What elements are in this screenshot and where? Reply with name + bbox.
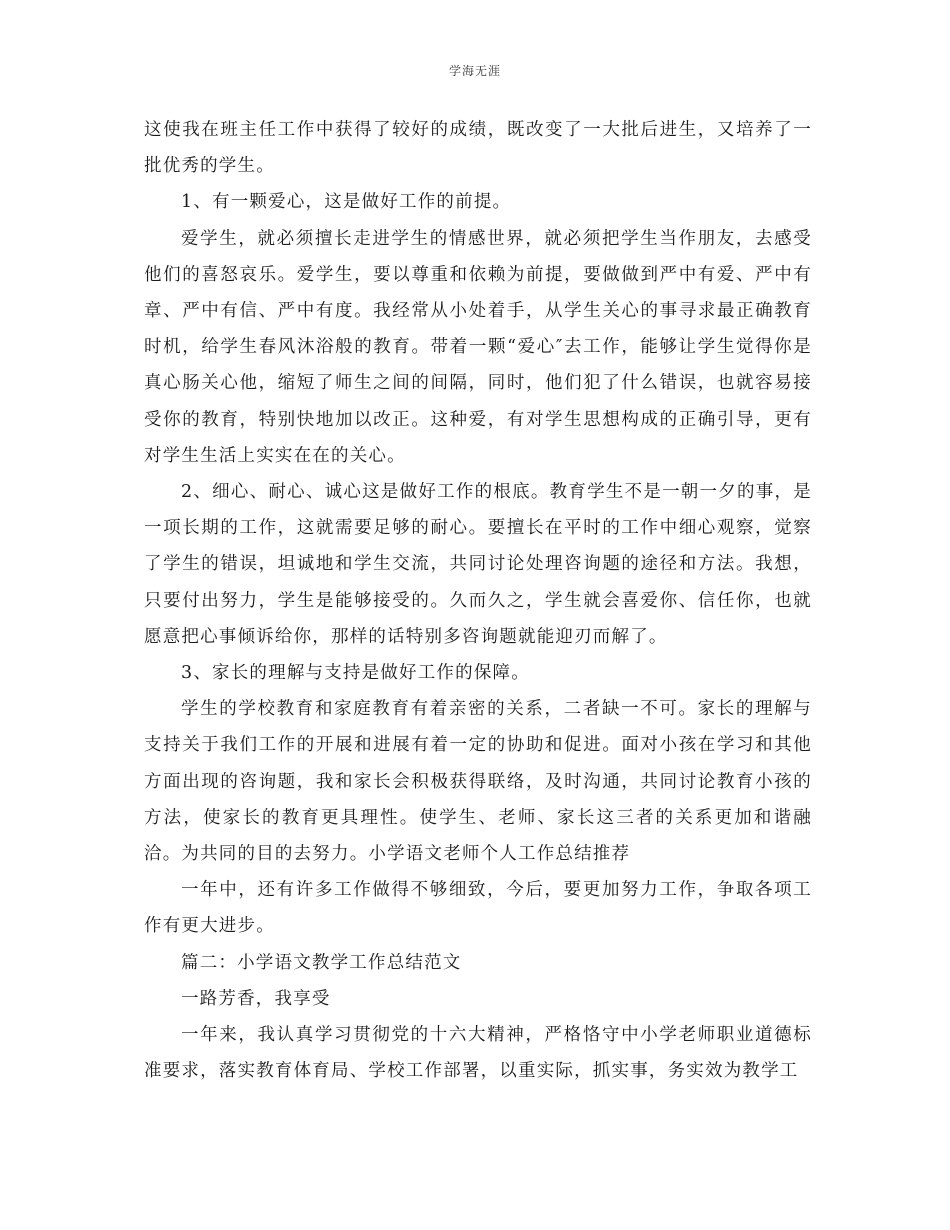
section-title-part-two: 篇二：小学语文教学工作总结范文	[181, 952, 462, 973]
paragraph-point-3-heading: 3、家长的理解与支持是做好工作的保障。	[181, 663, 530, 684]
paragraph-point-1-heading: 1、有一颗爱心，这是做好工作的前提。	[181, 192, 512, 213]
paragraph-parents: 学生的学校教育和家庭教育有着亲密的关系，二者缺一不可。家长的理解与支持关于我们工作的开展和进展有着一定的协助和促进。面对小孩在学习和其他方面出现的咨询题，我和家长会积极获得联络，及时沟通，共同讨论教育小孩的方法，使家长的教育更具理性。使学生、老师、家长这三者的关系更加和谐融洽。为共同的目的去努力。小学语文老师个人工作总结推荐	[144, 699, 812, 865]
section-subtitle: 一路芳香，我享受	[181, 988, 331, 1009]
page-header: 学海无涯	[448, 64, 501, 78]
paragraph-love-students: 爱学生，就必须擅长走进学生的情感世界，就必须把学生当作朋友，去感受他们的喜怒哀乐。爱学生，要以尊重和依赖为前提，要做做到严中有爱、严中有章、严中有信、严中有度。我经常从小处着手，从学生关心的事寻求最正确教育时机，给学生春风沐浴般的教育。带着一颗“爱心″去工作，能够让学生觉得你是真心肠关心他，缩短了师生之间的间隔，同时，他们犯了什么错误，也就容易接受你的教育，特别快地加以改正。这种爱，有对学生思想构成的正确引导，更有对学生生活上实实在在的关心。	[144, 228, 812, 466]
paragraph-point-2: 2、细心、耐心、诚心这是做好工作的根底。教育学生不是一朝一夕的事，是一项长期的工作，这就需要足够的耐心。要擅长在平时的工作中细心观察，觉察了学生的错误，坦诚地和学生交流，共同讨论处理咨询题的途径和方法。我想，只要付出努力，学生是能够接受的。久而久之，学生就会喜爱你、信任你，也就愿意把心事倾诉给你，那样的话特别多咨询题就能迎刃而解了。	[144, 482, 812, 647]
document-body	[144, 112, 812, 1089]
paragraph-year-review: 一年来，我认真学习贯彻党的十六大精神，严格恪守中小学老师职业道德标准要求，落实教育体育局、学校工作部署，以重实际，抓实事，务实效为教学工	[144, 1025, 812, 1082]
paragraph-continuation: 这使我在班主任工作中获得了较好的成绩，既改变了一大批后进生，又培养了一批优秀的学生。	[144, 120, 812, 177]
paragraph-closing: 一年中，还有许多工作做得不够细致，今后，要更加努力工作，争取各项工作有更大进步。	[144, 880, 812, 937]
